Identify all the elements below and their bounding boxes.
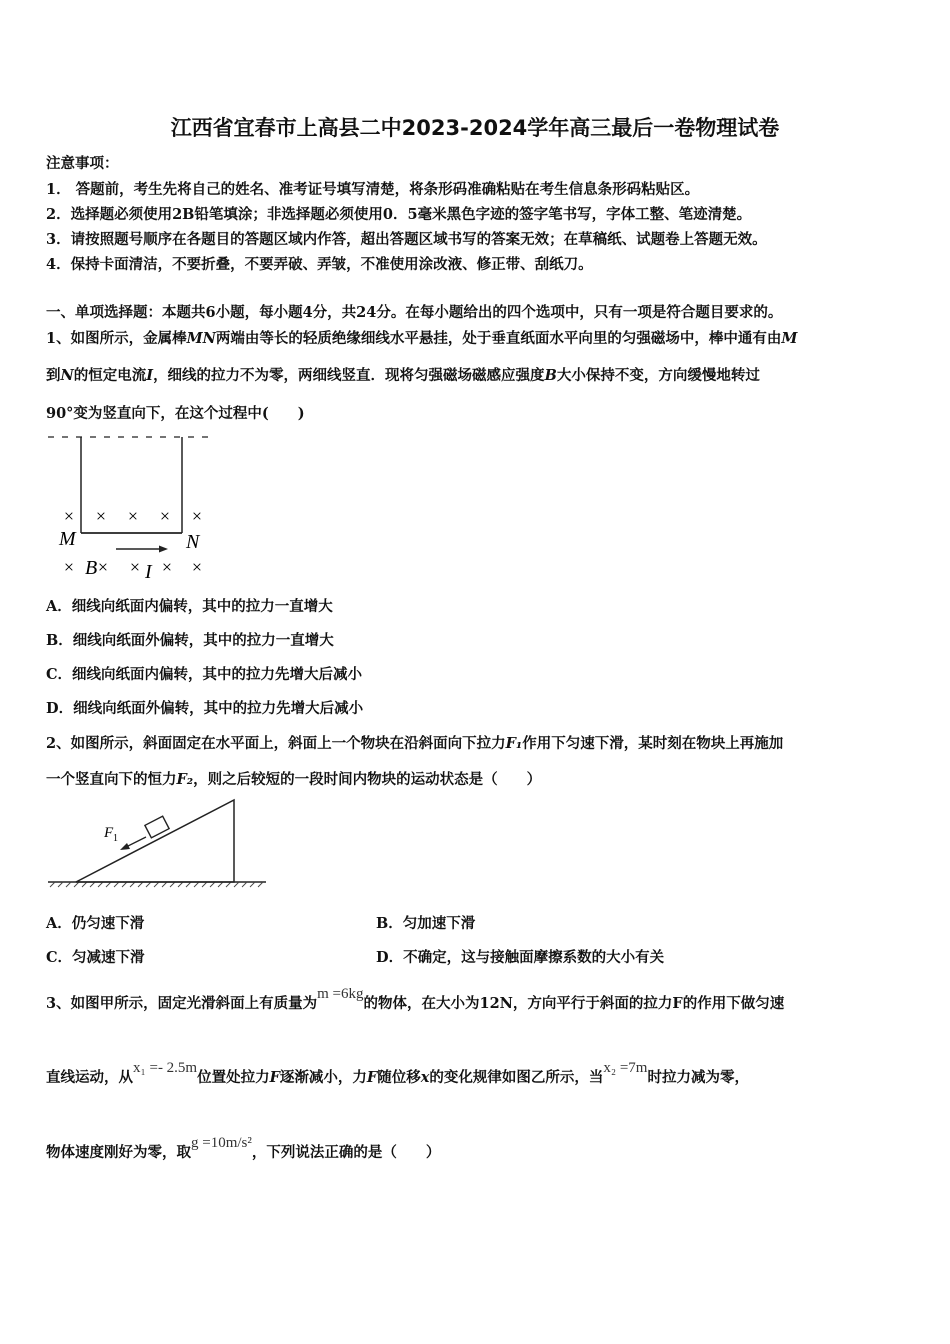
field-cross: × xyxy=(95,506,107,526)
gravity-expression: g =10m/s² xyxy=(191,1135,252,1151)
field-cross: × xyxy=(97,557,109,577)
position-x2-expression: x₂ =7m xyxy=(603,1060,648,1076)
current-arrow-head xyxy=(159,546,168,553)
notice-item-2: 2．选择题必须使用2B铅笔填涂；非选择题必须使用0．5毫米黑色字迹的签字笔书写，字体工整、笔迹清楚。 xyxy=(46,206,752,223)
label-m: M xyxy=(59,528,76,550)
section-heading: 一、单项选择题：本题共6小题，每小题4分，共24分。在每小题给出的四个选项中，只有一项是符合题目要求的。 xyxy=(46,304,783,321)
label-i: I xyxy=(145,561,152,583)
notice-item-3: 3．请按照题号顺序在各题目的答题区域内作答，超出答题区域书写的答案无效；在草稿纸、试题卷上答题无效。 xyxy=(46,231,767,248)
q3-stem-line-2: 直线运动，从x₁ =- 2.5m位置处拉力F逐渐减小，力F随位移x的变化规律如图乙所示，当x₂ =7m时拉力减为零， xyxy=(46,1060,749,1086)
q1-option-b[interactable]: B．细线向纸面外偏转，其中的拉力一直增大 xyxy=(46,632,334,649)
field-cross: × xyxy=(127,506,139,526)
q3-stem-line-3: 物体速度刚好为零，取g =10m/s²，下列说法正确的是（ ） xyxy=(46,1135,441,1161)
label-b: B xyxy=(85,557,98,579)
q1-magnetic-field-figure xyxy=(40,428,220,584)
field-cross: × xyxy=(159,506,171,526)
q2-option-a[interactable]: A．仍匀速下滑 xyxy=(46,915,145,932)
q1-stem-line-3: 90°变为竖直向下，在这个过程中( ) xyxy=(46,405,305,422)
q1-option-c[interactable]: C．细线向纸面内偏转，其中的拉力先增大后减小 xyxy=(46,666,363,683)
force-f1-arrowhead xyxy=(120,843,130,850)
mass-expression: m =6kg xyxy=(317,986,364,1002)
field-cross: × xyxy=(129,557,141,577)
field-cross: × xyxy=(63,557,75,577)
q2-option-d[interactable]: D．不确定，这与接触面摩擦系数的大小有关 xyxy=(376,949,665,966)
field-cross: × xyxy=(63,506,75,526)
label-f1: F xyxy=(104,825,114,841)
q1-stem-line-1: 1、如图所示，金属棒MN两端由等长的轻质绝缘细线水平悬挂，处于垂直纸面水平向里的匀强磁场中，棒中通有由M xyxy=(46,330,798,347)
incline-wedge xyxy=(76,800,234,882)
q1-option-d[interactable]: D．细线向纸面外偏转，其中的拉力先增大后减小 xyxy=(46,700,364,717)
q2-stem-line-1: 2、如图所示，斜面固定在水平面上，斜面上一个物块在沿斜面向下拉力F₁作用下匀速下滑，某时刻在物块上再施加 xyxy=(46,735,784,752)
notice-item-1: 1． 答题前，考生先将自己的姓名、准考证号填写清楚，将条形码准确粘贴在考生信息条形码粘贴区。 xyxy=(46,181,700,198)
block xyxy=(145,816,169,838)
q2-option-b[interactable]: B．匀加速下滑 xyxy=(376,915,476,932)
notice-heading: 注意事项： xyxy=(46,155,119,172)
field-cross: × xyxy=(191,506,203,526)
q2-option-c[interactable]: C．匀减速下滑 xyxy=(46,949,145,966)
position-x1-expression: x₁ =- 2.5m xyxy=(133,1060,198,1076)
page-title: 江西省宜春市上高县二中2023-2024学年高三最后一卷物理试卷 xyxy=(170,116,780,140)
q2-stem-line-2: 一个竖直向下的恒力F₂，则之后较短的一段时间内物块的运动状态是（ ） xyxy=(46,771,542,788)
q2-incline-figure xyxy=(44,796,268,892)
notice-item-4: 4．保持卡面清洁，不要折叠，不要弄破、弄皱，不准使用涂改液、修正带、刮纸刀。 xyxy=(46,256,593,273)
q3-stem-line-1: 3、如图甲所示，固定光滑斜面上有质量为m =6kg的物体，在大小为12N，方向平行于斜面的拉力F的作用下做匀速 xyxy=(46,986,785,1012)
q1-option-a[interactable]: A．细线向纸面内偏转，其中的拉力一直增大 xyxy=(46,598,333,615)
label-n: N xyxy=(186,531,200,553)
label-f1-subscript: 1 xyxy=(113,833,118,844)
q1-stem-line-2: 到N的恒定电流I，细线的拉力不为零，两细线竖直．现将匀强磁场磁感应强度B大小保持不变，方向缓慢地转过 xyxy=(46,367,760,384)
field-cross: × xyxy=(161,557,173,577)
field-cross: × xyxy=(191,557,203,577)
